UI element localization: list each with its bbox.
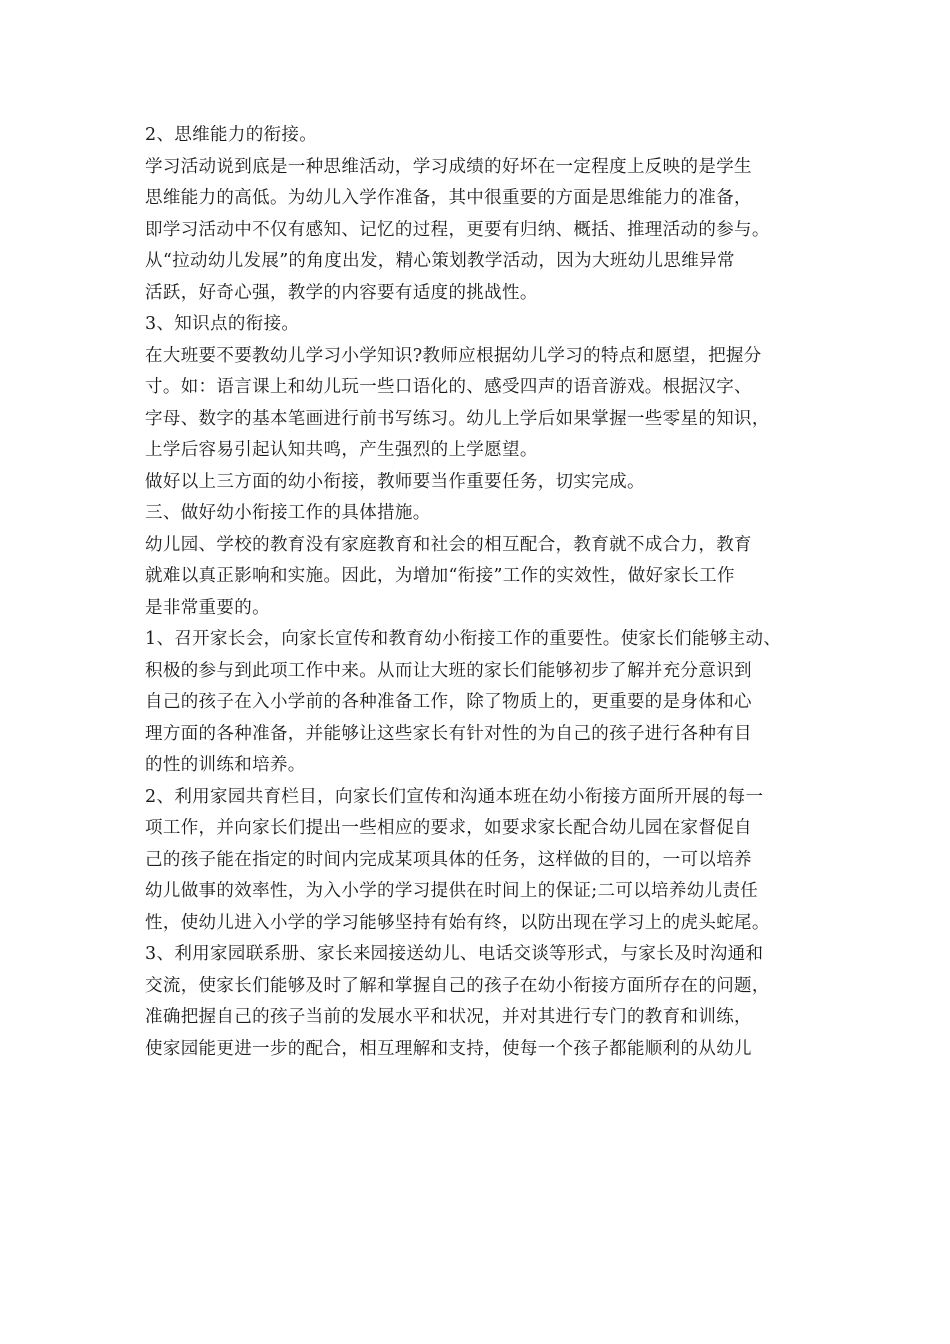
paragraph-line: 幼儿做事的效率性，为入小学的学习提供在时间上的保证;二可以培养幼儿责任	[145, 881, 759, 901]
paragraph-line: 交流，使家长们能够及时了解和掌握自己的孩子在幼小衔接方面所存在的问题，	[145, 975, 770, 996]
paragraph-line: 从“拉动幼儿发展”的角度出发，精心策划教学活动，因为大班幼儿思维异常	[145, 251, 735, 271]
paragraph-line: 在大班要不要教幼儿学习小学知识?教师应根据幼儿学习的特点和愿望，把握分	[145, 345, 762, 366]
paragraph-line: 即学习活动中不仅有感知、记忆的过程，更要有归纳、概括、推理活动的参与。	[145, 219, 770, 240]
paragraph-line: 就难以真正影响和实施。因此，为增加“衔接”工作的实效性，做好家长工作	[145, 566, 735, 586]
paragraph-line: 活跃，好奇心强，教学的内容要有适度的挑战性。	[145, 282, 538, 303]
paragraph-line: 寸。如：语言课上和幼儿玩一些口语化的、感受四声的语音游戏。根据汉字、	[145, 377, 752, 397]
paragraph-line: 使家园能更进一步的配合，相互理解和支持，使每一个孩子都能顺利的从幼儿	[145, 1038, 752, 1059]
list-item-contact-book: 3、利用家园联系册、家长来园接送幼儿、电话交谈等形式，与家长及时沟通和	[145, 944, 764, 964]
paragraph-line: 的性的训练和培养。	[145, 755, 306, 775]
paragraph-line: 自己的孩子在入小学前的各种准备工作，除了物质上的，更重要的是身体和心	[145, 692, 752, 712]
section-heading-thinking: 2、思维能力的衔接。	[145, 125, 318, 145]
paragraph-line: 积极的参与到此项工作中来。从而让大班的家长们能够初步了解并充分意识到	[145, 660, 752, 681]
paragraph-line: 己的孩子能在指定的时间内完成某项具体的任务，这样做的目的，一可以培养	[145, 849, 752, 870]
list-item-home-school-column: 2、利用家园共育栏目，向家长们宣传和沟通本班在幼小衔接方面所开展的每一	[145, 786, 764, 807]
list-item-parent-meeting: 1、召开家长会，向家长宣传和教育幼小衔接工作的重要性。使家长们能够主动、	[145, 629, 782, 649]
paragraph-line: 项工作，并向家长们提出一些相应的要求，如要求家长配合幼儿园在家督促自	[145, 818, 752, 838]
paragraph-line: 学习活动说到底是一种思维活动，学习成绩的好坏在一定程度上反映的是学生	[145, 156, 752, 177]
paragraph-line: 是非常重要的。	[145, 597, 270, 618]
paragraph-line: 上学后容易引起认知共鸣，产生强烈的上学愿望。	[145, 440, 538, 460]
paragraph-line: 字母、数字的基本笔画进行前书写练习。幼儿上学后如果掌握一些零星的知识，	[145, 408, 770, 429]
paragraph-line: 理方面的各种准备，并能够让这些家长有针对性的为自己的孩子进行各种有目	[145, 723, 752, 744]
paragraph-line: 幼儿园、学校的教育没有家庭教育和社会的相互配合，教育就不成合力，教育	[145, 534, 752, 555]
section-heading-knowledge: 3、知识点的衔接。	[145, 314, 300, 334]
paragraph-line: 性，使幼儿进入小学的学习能够坚持有始有终，以防出现在学习上的虎头蛇尾。	[145, 912, 770, 933]
section-heading-measures: 三、做好幼小衔接工作的具体措施。	[145, 503, 431, 523]
document-body	[145, 120, 810, 1065]
paragraph-line: 思维能力的高低。为幼儿入学作准备，其中很重要的方面是思维能力的准备，	[145, 188, 752, 208]
paragraph-line: 准确把握自己的孩子当前的发展水平和状况，并对其进行专门的教育和训练，	[145, 1007, 752, 1027]
paragraph-line: 做好以上三方面的幼小衔接，教师要当作重要任务，切实完成。	[145, 471, 645, 492]
